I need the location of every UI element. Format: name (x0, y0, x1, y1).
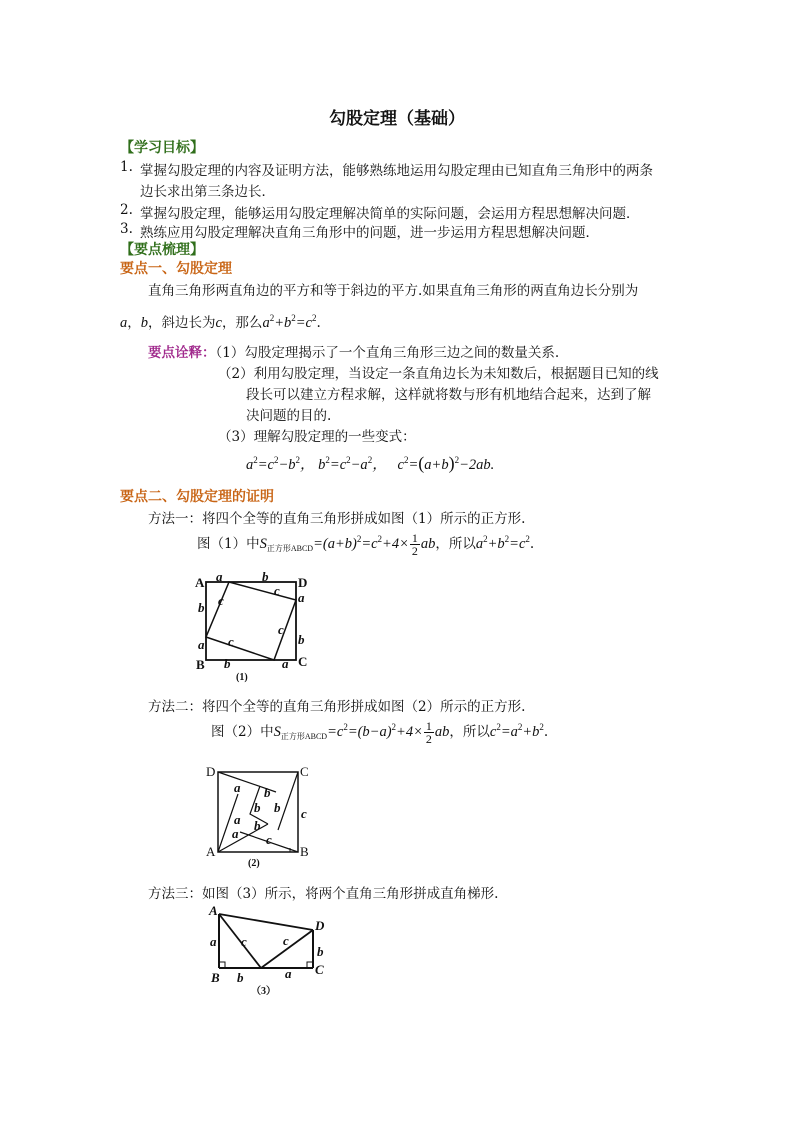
svg-text:a: a (282, 656, 289, 671)
point2-heading: 要点二、勾股定理的证明 (120, 489, 274, 505)
goal-3-text: 熟练应用勾股定理解决直角三角形中的问题，进一步运用方程思想解决问题． (140, 225, 599, 241)
svg-text:b: b (274, 800, 281, 815)
svg-text:c: c (283, 933, 289, 948)
goal-1-text: 掌握勾股定理的内容及证明方法，能够熟练地运用勾股定理由已知直角三角形中的两条 (140, 163, 653, 179)
svg-text:b: b (224, 656, 231, 671)
svg-text:c: c (274, 583, 280, 598)
figure-1-square-proof (192, 572, 310, 684)
svg-text:a: a (232, 826, 239, 841)
goal-2-num: 2. (120, 202, 133, 218)
point1-body-line2: a，b，斜边长为c，那么$a^2+b^2=c^2$. (120, 313, 321, 331)
svg-text:B: B (300, 844, 309, 859)
page-title: 勾股定理（基础） (329, 109, 465, 129)
point1-note-line1: 要点诠释：（1）勾股定理揭示了一个直角三角形三边之间的数量关系. (148, 345, 560, 361)
svg-text:(2): (2) (248, 858, 260, 869)
svg-text:a: a (298, 590, 305, 605)
svg-text:A: A (195, 575, 205, 590)
method3-text: 方法三：如图（3）所示，将两个直角三角形拼成直角梯形. (148, 886, 499, 902)
svg-text:b: b (237, 970, 244, 985)
point1-heading: 要点一、勾股定理 (120, 261, 232, 277)
svg-text:c: c (218, 593, 224, 608)
point1-body-line1: 直角三角形两直角边的平方和等于斜边的平方.如果直角三角形的两直角边长分别为 (148, 283, 639, 299)
svg-text:b: b (262, 572, 269, 584)
svg-text:(1): (1) (236, 672, 248, 683)
svg-text:b: b (198, 600, 205, 615)
svg-text:c: c (266, 832, 272, 847)
goal-3-num: 3. (120, 221, 133, 237)
point1-note2-line1: （2）利用勾股定理，当设定一条直角边长为未知数后，根据题目已知的线 (218, 366, 659, 382)
goal-2-text: 掌握勾股定理，能够运用勾股定理解决简单的实际问题，会运用方程思想解决问题． (140, 206, 640, 222)
svg-text:b: b (264, 785, 271, 800)
method2-formula: 图（2）中$S_{正方形ABCD}=c^2=(b-a)^2+4\times$ $\frac{1}{2}$ ab，所以$c^2=a^2+b^2$. (211, 719, 549, 747)
svg-text:a: a (285, 966, 292, 981)
svg-text:b: b (254, 818, 261, 833)
svg-text:B: B (211, 970, 220, 985)
figure-2-inner-square-proof (202, 762, 322, 872)
point1-note2-line2: 段长可以建立方程求解，这样就将数与形有机地结合起来，达到了解 (246, 387, 651, 403)
svg-text:a: a (234, 780, 241, 795)
point1-note2-line3: 决问题的目的. (246, 408, 332, 424)
svg-text:C: C (300, 764, 309, 779)
svg-text:B: B (196, 657, 205, 672)
svg-text:b: b (298, 632, 305, 647)
svg-text:b: b (254, 800, 261, 815)
svg-text:C: C (298, 654, 308, 669)
svg-text:a: a (234, 812, 241, 827)
method1-formula: 图（1）中$S_{正方形ABCD}=(a+b)^2=c^2+4\times$ $\frac{1}{2}$ ab，所以$a^2+b^2=c^2$. (197, 531, 535, 559)
goal-1-cont: 边长求出第三条边长． (140, 184, 275, 200)
point1-note3: （3）理解勾股定理的一些变式： (218, 429, 416, 445)
svg-text:A: A (209, 903, 218, 918)
svg-text:D: D (206, 764, 216, 779)
svg-text:c: c (241, 934, 247, 949)
svg-text:b: b (317, 944, 324, 959)
svg-text:c: c (301, 806, 307, 821)
svg-text:D: D (315, 918, 325, 933)
svg-text:（3）: （3） (251, 986, 276, 997)
figure-3-trapezoid-proof (205, 900, 335, 1000)
svg-text:C: C (315, 962, 324, 977)
svg-text:a: a (210, 934, 217, 949)
svg-text:c: c (228, 634, 234, 649)
section-goals-heading: 【学习目标】 (120, 140, 204, 156)
svg-text:D: D (298, 575, 308, 590)
goal-1-num: 1. (120, 159, 133, 175)
svg-text:a: a (198, 637, 205, 652)
method1-text: 方法一：将四个全等的直角三角形拼成如图（1）所示的正方形. (148, 511, 526, 527)
method2-text: 方法二：将四个全等的直角三角形拼成如图（2）所示的正方形. (148, 699, 526, 715)
svg-text:a: a (216, 572, 223, 584)
point1-variant-formulas: $a^2=c^2-b^2$， $b^2=c^2-a^2$， $c^2=(a+b)^2-2ab$. (246, 453, 495, 473)
section-points-heading: 【要点梳理】 (120, 242, 204, 258)
svg-text:c: c (278, 622, 284, 637)
svg-text:A: A (206, 844, 216, 859)
